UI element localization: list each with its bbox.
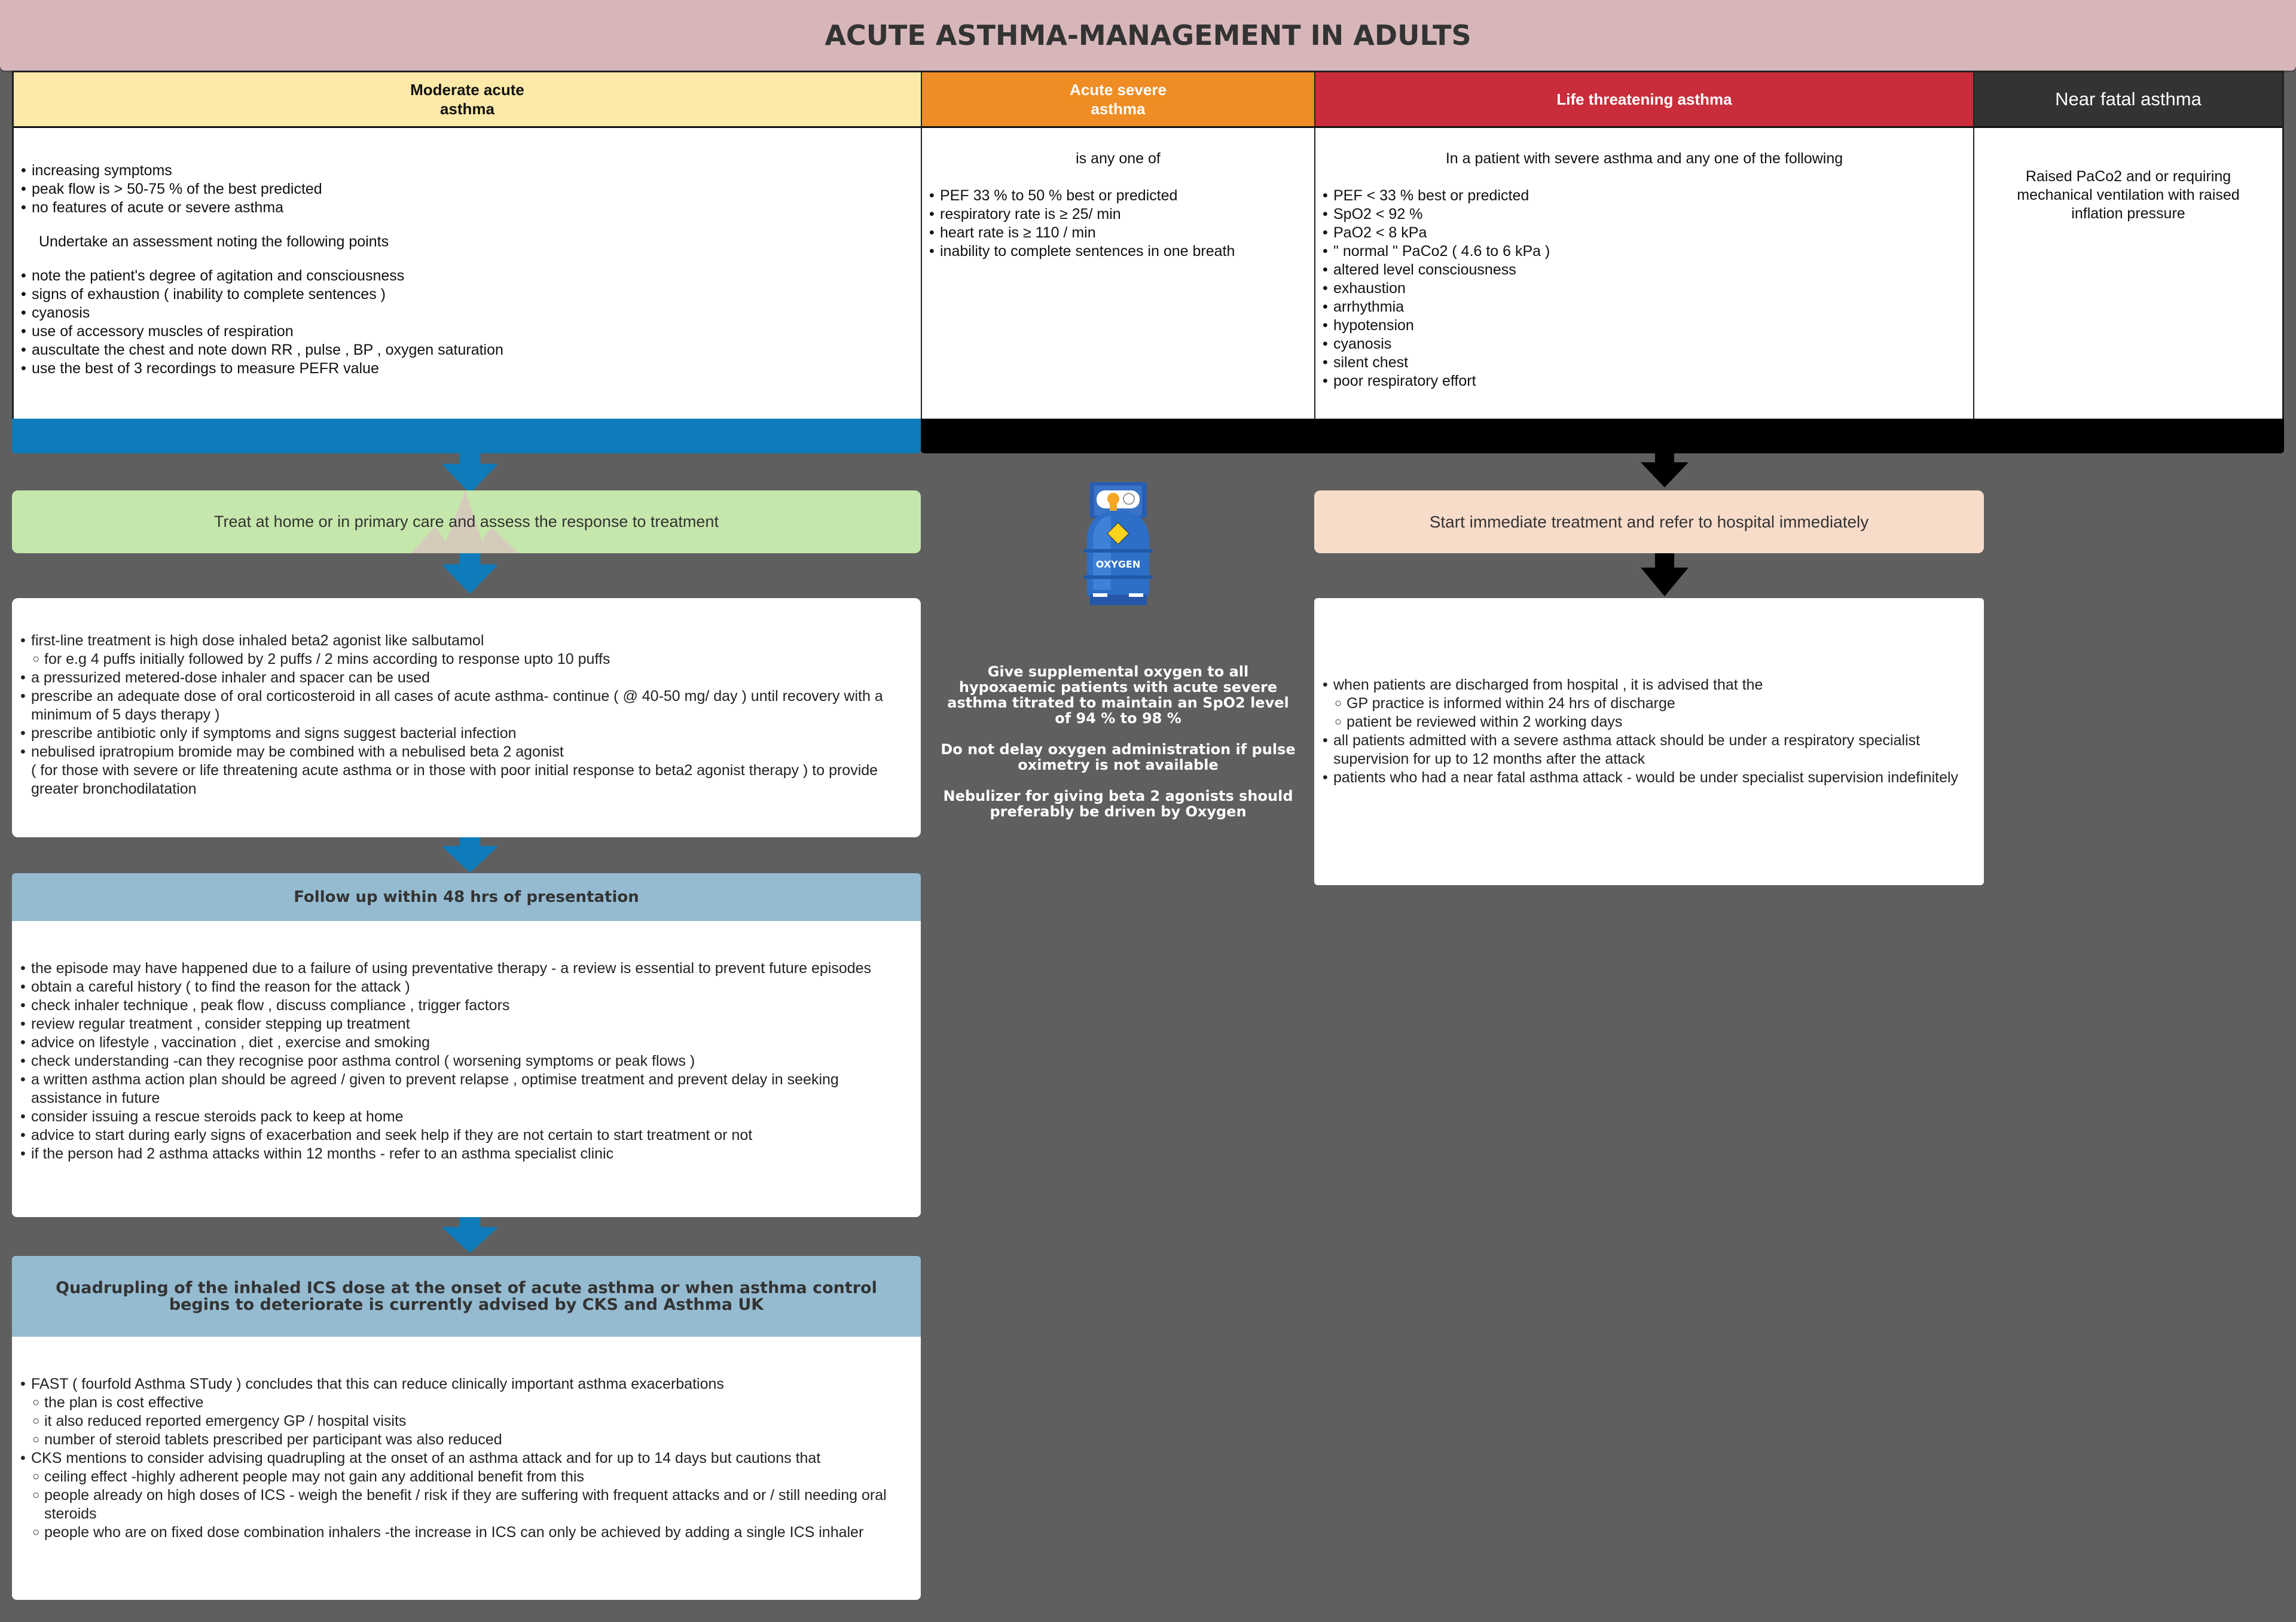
list-item: ○ number of steroid tablets prescribed per participant was also reduced [20, 1431, 912, 1449]
list-item: • consider issuing a rescue steroids pack to keep at home [20, 1108, 912, 1126]
list-item: • hypotension [1323, 316, 1966, 335]
hospital-discharge-list [1323, 676, 1976, 787]
severity-table [12, 71, 2284, 419]
list-item: • the episode may have happened due to a failure of using preventative therapy - a review is essential to prevent future episodes [20, 959, 912, 978]
follow-up-list [20, 959, 912, 1163]
life-threatening-list [1323, 187, 1966, 391]
list-item: • first-line treatment is high dose inhaled beta2 agonist like salbutamol [20, 632, 912, 650]
list-item: ○ GP practice is informed within 24 hrs of discharge [1323, 694, 1976, 713]
list-item: • when patients are discharged from hospital , it is advised that the [1323, 676, 1976, 694]
oxygen-note-no-delay: Do not delay oxygen administration if pulse oximetry is not available [941, 741, 1296, 773]
list-item: • signs of exhaustion ( inability to complete sentences ) [21, 285, 914, 304]
header-acute-severe-line1: Acute severe [1070, 81, 1167, 99]
arrow-down-icon [1637, 553, 1692, 598]
list-item: • exhaustion [1323, 279, 1966, 298]
hospital-pathway-bar [921, 419, 2284, 453]
oxygen-note-target-spo2: Give supplemental oxygen to all hypoxaemic patients with acute severe asthma titrated to maintain an SpO2 level of 94 % to 98 % [947, 663, 1289, 727]
list-item: ○ it also reduced reported emergency GP / hospital visits [20, 1412, 912, 1431]
oxygen-note-nebulizer: Nebulizer for giving beta 2 agonists should preferably be driven by Oxygen [943, 788, 1293, 820]
list-item: • use the best of 3 recordings to measure PEFR value [21, 359, 914, 378]
list-item: • PaO2 < 8 kPa [1323, 224, 1966, 242]
list-item: • advice to start during early signs of exacerbation and seek help if they are not certain to start treatment or not [20, 1126, 912, 1145]
ics-quadrupling-list [20, 1375, 912, 1542]
list-item: • poor respiratory effort [1323, 372, 1966, 391]
oxygen-cylinder-icon [1081, 482, 1155, 606]
ics-quadrupling-header: Quadrupling of the inhaled ICS dose at the onset of acute asthma or when asthma control begins to deteriorate is currently advised by CKS and Asthma UK [12, 1256, 921, 1337]
list-item: • heart rate is ≥ 110 / min [929, 224, 1307, 242]
list-item: • auscultate the chest and note down RR , pulse , BP , oxygen saturation [21, 341, 914, 359]
arrow-down-icon [1637, 453, 1692, 490]
primary-care-pathway-bar [12, 419, 921, 453]
header-moderate-acute [14, 72, 921, 128]
life-threatening-lead: In a patient with severe asthma and any one of the following [1445, 150, 1843, 167]
arrow-down-icon [442, 837, 497, 873]
list-item: • cyanosis [1323, 335, 1966, 353]
arrow-down-icon [442, 1217, 497, 1254]
list-item: • respiratory rate is ≥ 25/ min [929, 205, 1307, 224]
list-item: • use of accessory muscles of respiration [21, 322, 914, 341]
list-item: • altered level consciousness [1323, 261, 1966, 279]
list-item: • note the patient's degree of agitation and consciousness [21, 267, 914, 285]
list-item: • all patients admitted with a severe asthma attack should be under a respiratory specialist supervision for up to 12 months after the attack [1323, 731, 1976, 769]
list-item: • review regular treatment , consider stepping up treatment [20, 1015, 912, 1033]
list-item: • check inhaler technique , peak flow , discuss compliance , trigger factors [20, 996, 912, 1015]
title-banner [0, 0, 2296, 71]
acute-severe-list [929, 187, 1307, 261]
treat-at-home-label: Treat at home or in primary care and assess the response to treatment [214, 513, 719, 530]
ics-quadrupling-box [12, 1337, 921, 1600]
assessment-lead: Undertake an assessment noting the following points [39, 233, 389, 250]
list-item: • patients who had a near fatal asthma attack - would be under specialist supervision indefinitely [1323, 769, 1976, 787]
list-item: • nebulised ipratropium bromide may be combined with a nebulised beta 2 agonist [20, 743, 912, 761]
moderate-assessment-list [21, 267, 914, 378]
initial-treatment-list [20, 632, 912, 798]
list-item: • PEF 33 % to 50 % best or predicted [929, 187, 1307, 205]
moderate-acute-criteria [14, 128, 921, 419]
header-near-fatal: Near fatal asthma [1973, 72, 2282, 128]
list-item: ○ people already on high doses of ICS - weigh the benefit / risk if they are suffering with frequent attacks and or / still needing oral steroids [20, 1486, 912, 1523]
list-item: • a pressurized metered-dose inhaler and spacer can be used [20, 669, 912, 687]
header-moderate-line2: asthma [439, 100, 495, 118]
acute-severe-lead: is any one of [1076, 150, 1161, 167]
list-item: • if the person had 2 asthma attacks within 12 months - refer to an asthma specialist clinic [20, 1145, 912, 1163]
list-item: ○ ceiling effect -highly adherent people may not gain any additional benefit from this [20, 1468, 912, 1486]
list-item: • a written asthma action plan should be agreed / given to prevent relapse , optimise treatment and prevent delay in seeking assistance in future [20, 1071, 912, 1108]
list-item: ○ people who are on fixed dose combination inhalers -the increase in ICS can only be achieved by adding a single ICS inhaler [20, 1523, 912, 1542]
list-item: • prescribe antibiotic only if symptoms and signs suggest bacterial infection [20, 724, 912, 743]
arrow-down-icon [442, 453, 497, 496]
list-item: ( for those with severe or life threatening acute asthma or in those with poor initial response to beta2 agonist therapy ) to provide greater bronchodilatation [31, 762, 878, 797]
list-item: ○ the plan is cost effective [20, 1394, 912, 1412]
list-item: • check understanding -can they recognise poor asthma control ( worsening symptoms or peak flows ) [20, 1052, 912, 1071]
moderate-intro-list [21, 161, 914, 217]
list-item: • inability to complete sentences in one breath [929, 242, 1307, 261]
follow-up-header: Follow up within 48 hrs of presentation [12, 873, 921, 921]
near-fatal-criteria: Raised PaCo2 and or requiring mechanical ventilation with raised inflation pressure [1973, 128, 2282, 419]
list-item: • arrhythmia [1323, 298, 1966, 316]
list-item: • no features of acute or severe asthma [21, 199, 914, 217]
list-item: • PEF < 33 % best or predicted [1323, 187, 1966, 205]
oxygen-guidance [939, 664, 1297, 835]
treat-at-home-step [12, 490, 921, 553]
life-threatening-criteria [1314, 128, 1973, 419]
header-life-threatening: Life threatening asthma [1314, 72, 1973, 128]
list-item: • cyanosis [21, 304, 914, 322]
acute-severe-criteria [921, 128, 1314, 419]
list-item: • prescribe an adequate dose of oral corticosteroid in all cases of acute asthma- continue ( @ 40-50 mg/ day ) until recovery with a minimum of 5 days therapy ) [20, 687, 912, 724]
refer-to-hospital-step: Start immediate treatment and refer to hospital immediately [1314, 490, 1984, 553]
hospital-discharge-box [1314, 598, 1984, 885]
list-item: • increasing symptoms [21, 161, 914, 180]
list-item: • advice on lifestyle , vaccination , diet , exercise and smoking [20, 1033, 912, 1052]
initial-treatment-box [12, 598, 921, 837]
list-item: • obtain a careful history ( to find the reason for the attack ) [20, 978, 912, 996]
list-item: • SpO2 < 92 % [1323, 205, 1966, 224]
list-item: • silent chest [1323, 353, 1966, 372]
header-moderate-line1: Moderate acute [410, 81, 524, 99]
page-title: ACUTE ASTHMA-MANAGEMENT IN ADULTS [825, 19, 1471, 51]
list-item: • peak flow is > 50-75 % of the best predicted [21, 180, 914, 199]
follow-up-box [12, 921, 921, 1217]
header-acute-severe [921, 72, 1314, 128]
header-acute-severe-line2: asthma [1091, 100, 1146, 118]
list-item: • FAST ( fourfold Asthma STudy ) concludes that this can reduce clinically important asthma exacerbations [20, 1375, 912, 1394]
list-item: • " normal " PaCo2 ( 4.6 to 6 kPa ) [1323, 242, 1966, 261]
list-item: • CKS mentions to consider advising quadrupling at the onset of an asthma attack and for up to 14 days but cautions that [20, 1449, 912, 1468]
list-item: ○ for e.g 4 puffs initially followed by 2 puffs / 2 mins according to response upto 10 puffs [20, 650, 912, 669]
arrow-down-icon [442, 553, 497, 596]
list-item: ○ patient be reviewed within 2 working days [1323, 713, 1976, 731]
svg-text:OXYGEN: OXYGEN [1095, 559, 1141, 570]
